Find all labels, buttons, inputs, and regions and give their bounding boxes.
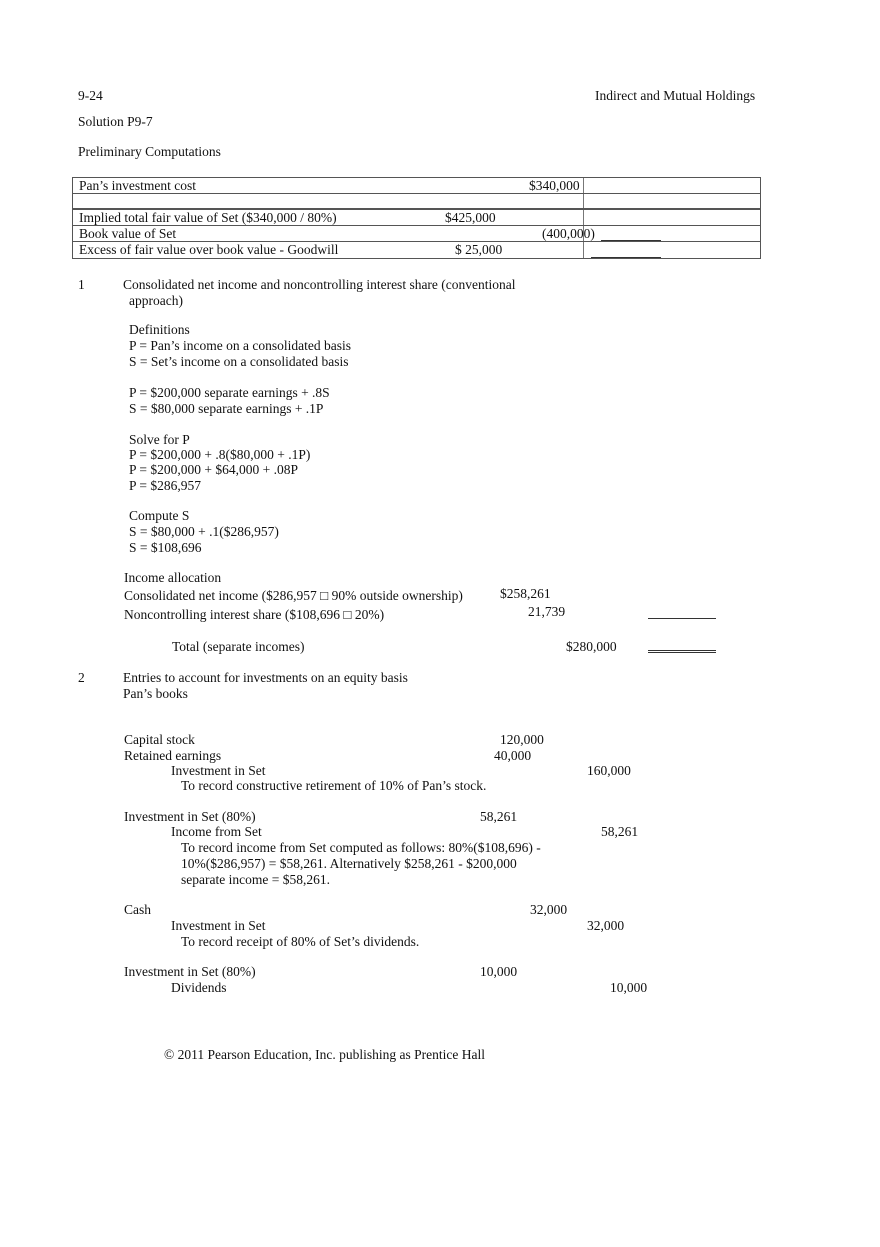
credit-amount: 160,000	[587, 763, 631, 778]
debit-amount: 40,000	[494, 748, 532, 763]
debit-amount: 58,261	[480, 809, 518, 824]
text-line: Compute S	[129, 508, 190, 523]
row-label: Implied total fair value of Set ($340,000 / 80%)	[79, 210, 337, 225]
total-value: $280,000	[566, 639, 617, 654]
solution-title: Solution P9-7	[78, 114, 153, 129]
section-title-cont: approach)	[129, 293, 183, 308]
section-number: 2	[78, 670, 85, 685]
alloc-label: Consolidated net income ($286,957 □ 90% outside ownership)	[124, 588, 463, 603]
credit-amount: 58,261	[601, 824, 639, 839]
total-label: Total (separate incomes)	[172, 639, 305, 654]
text-line: S = $80,000 + .1($286,957)	[129, 524, 279, 539]
prelim-heading: Preliminary Computations	[78, 144, 221, 159]
text-line: P = $200,000 + $64,000 + .08P	[129, 462, 298, 477]
row-value: $340,000	[529, 178, 580, 193]
credit-amount: 32,000	[587, 918, 625, 933]
credit-account: Income from Set	[171, 824, 262, 839]
row-value: $ 25,000	[455, 242, 503, 257]
text-line: P = $286,957	[129, 478, 201, 493]
entry-memo: separate income = $58,261.	[181, 872, 330, 887]
debit-account: Retained earnings	[124, 748, 222, 763]
section-title: Consolidated net income and noncontrolling interest share (conventional	[123, 277, 516, 292]
text-line: Solve for P	[129, 432, 190, 447]
debit-amount: 120,000	[500, 732, 544, 747]
alloc-value: $258,261	[500, 586, 551, 601]
text-line: Definitions	[129, 322, 190, 337]
row-value: $425,000	[445, 210, 496, 225]
entry-memo: To record receipt of 80% of Set’s dividends.	[181, 934, 420, 949]
debit-account: Cash	[124, 902, 151, 917]
alloc-heading: Income allocation	[124, 570, 222, 585]
debit-amount: 32,000	[530, 902, 568, 917]
row-label: Book value of Set	[79, 226, 177, 241]
debit-account: Capital stock	[124, 732, 195, 747]
debit-amount: 10,000	[480, 964, 518, 979]
alloc-value: 21,739	[528, 604, 566, 619]
credit-account: Dividends	[171, 980, 227, 995]
chapter-title: Indirect and Mutual Holdings	[595, 88, 756, 103]
credit-account: Investment in Set	[171, 918, 266, 933]
page-number: 9-24	[78, 88, 103, 103]
row-label: Excess of fair value over book value - Goodwill	[79, 242, 339, 257]
row-label: Pan’s investment cost	[79, 178, 196, 193]
credit-amount: 10,000	[610, 980, 648, 995]
entry-memo: 10%($286,957) = $58,261. Alternatively $258,261 - $200,000	[181, 856, 517, 871]
section-title: Entries to account for investments on an equity basis	[123, 670, 408, 685]
entry-memo: To record constructive retirement of 10% of Pan’s stock.	[181, 778, 487, 793]
text-line: P = Pan’s income on a consolidated basis	[129, 338, 351, 353]
section-number: 1	[78, 277, 85, 292]
text-line: S = $108,696	[129, 540, 202, 555]
copyright-footer: © 2011 Pearson Education, Inc. publishing as Prentice Hall	[164, 1047, 485, 1062]
prelim-table	[72, 177, 761, 259]
credit-account: Investment in Set	[171, 763, 266, 778]
row-value: (400,000)	[542, 226, 595, 241]
alloc-label: Noncontrolling interest share ($108,696 □ 20%)	[124, 607, 385, 622]
text-line: S = $80,000 separate earnings + .1P	[129, 401, 324, 416]
entry-memo: To record income from Set computed as follows: 80%($108,696) -	[181, 840, 541, 855]
debit-account: Investment in Set (80%)	[124, 809, 256, 824]
books-label: Pan’s books	[123, 686, 188, 701]
debit-account: Investment in Set (80%)	[124, 964, 256, 979]
text-line: P = $200,000 + .8($80,000 + .1P)	[129, 447, 311, 462]
text-line: P = $200,000 separate earnings + .8S	[129, 385, 330, 400]
text-line: S = Set’s income on a consolidated basis	[129, 354, 349, 369]
